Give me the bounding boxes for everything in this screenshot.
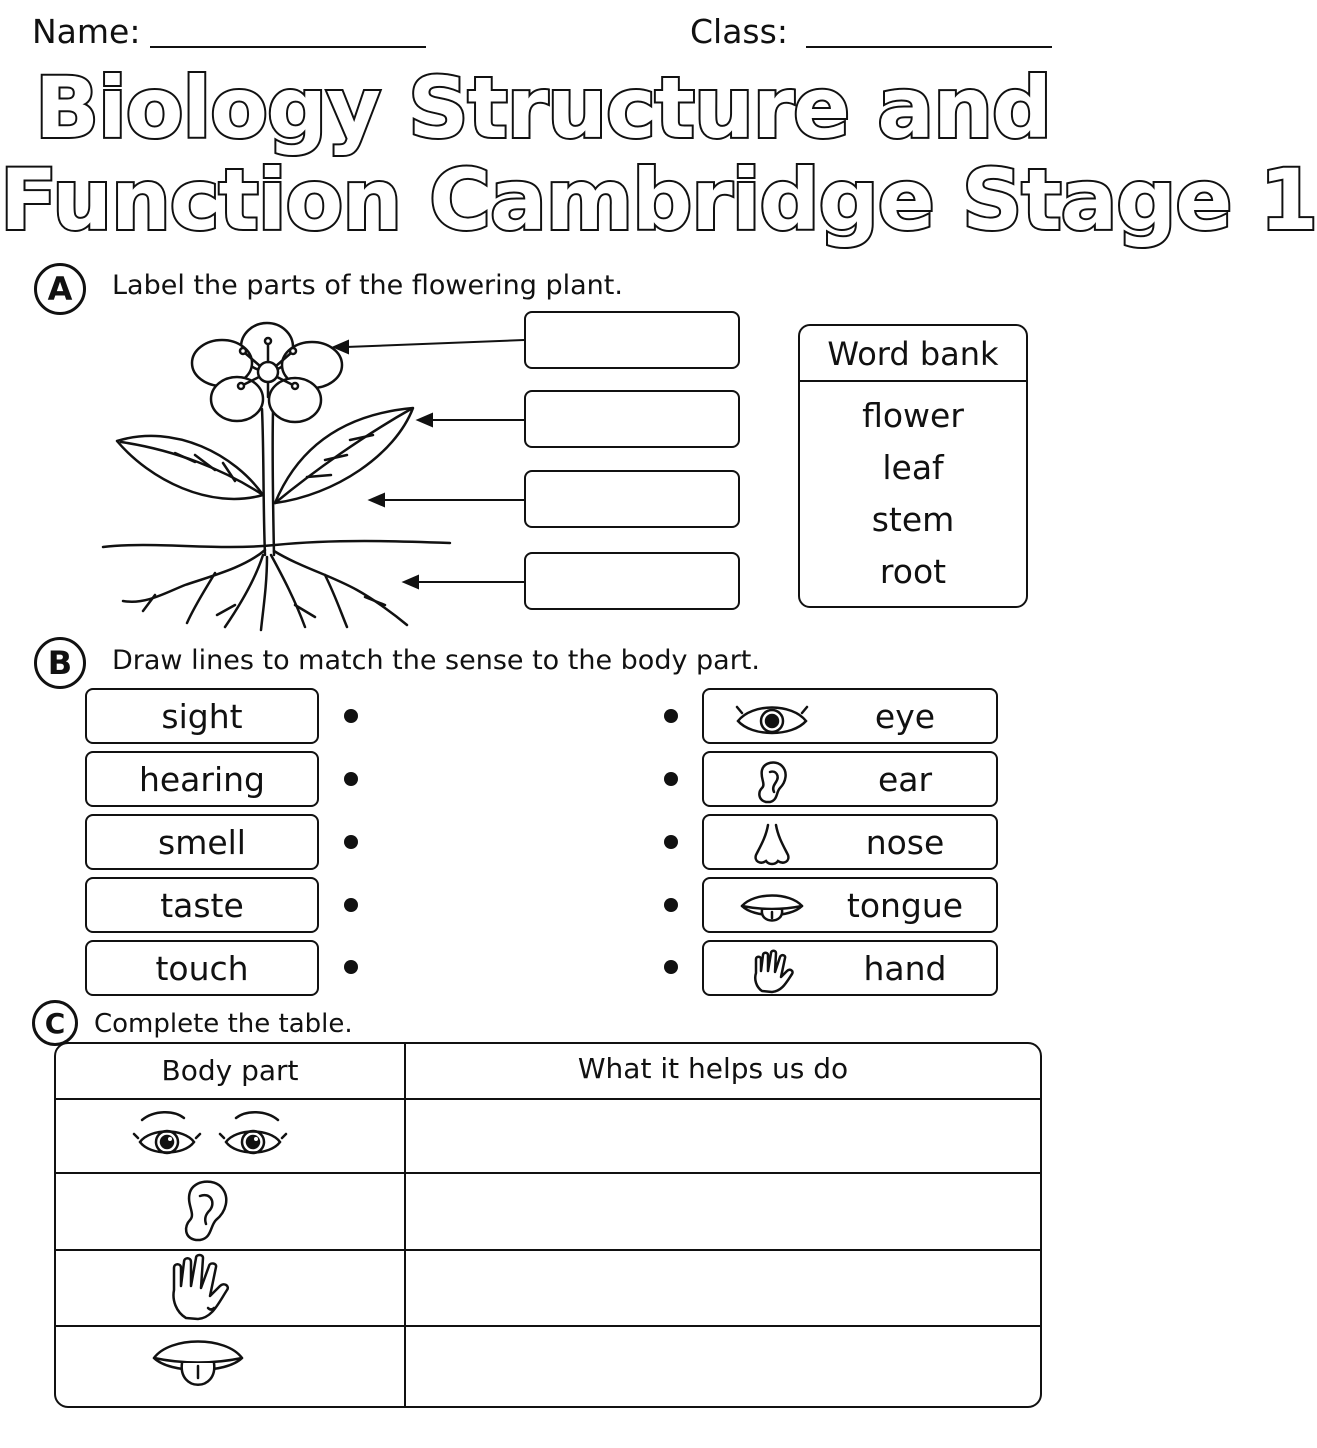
- match-dot-right[interactable]: [664, 898, 678, 912]
- word-bank-word: stem: [871, 500, 955, 539]
- label-box-flower[interactable]: [524, 311, 740, 369]
- body-part-box-tongue: [702, 877, 998, 933]
- table-header-body-part: Body part: [161, 1054, 299, 1087]
- body-part-box-eye: [702, 688, 998, 744]
- eyes-icon: [132, 1104, 292, 1168]
- answer-cell[interactable]: [406, 1174, 1042, 1249]
- sense-box-sight: sight: [85, 688, 319, 744]
- body-part-table: [54, 1042, 1042, 1408]
- body-part-box-hand: [702, 940, 998, 996]
- match-dot-right[interactable]: [664, 835, 678, 849]
- match-dot-right[interactable]: [664, 772, 678, 786]
- ear-icon: [732, 758, 812, 806]
- class-field[interactable]: [806, 46, 1052, 48]
- match-dot-left[interactable]: [344, 835, 358, 849]
- answer-cell[interactable]: [406, 1100, 1042, 1172]
- word-bank-word: flower: [862, 396, 964, 435]
- body-part-label: tongue: [846, 885, 964, 925]
- match-dot-right[interactable]: [664, 709, 678, 723]
- name-label: Name:: [32, 12, 141, 51]
- section-a-badge: A: [34, 263, 86, 315]
- section-a-instruction: Label the parts of the flowering plant.: [112, 270, 623, 301]
- match-dot-left[interactable]: [344, 709, 358, 723]
- match-dot-left[interactable]: [344, 960, 358, 974]
- body-part-label: ear: [877, 759, 933, 799]
- body-part-box-nose: [702, 814, 998, 870]
- word-bank-word: leaf: [882, 448, 944, 487]
- name-field[interactable]: [150, 46, 426, 48]
- match-dot-right[interactable]: [664, 960, 678, 974]
- section-c-badge: C: [32, 1000, 78, 1046]
- sense-box-taste: taste: [85, 877, 319, 933]
- section-b-badge: B: [34, 637, 86, 689]
- section-b-instruction: Draw lines to match the sense to the body part.: [112, 645, 760, 676]
- sense-box-touch: touch: [85, 940, 319, 996]
- label-box-root[interactable]: [524, 552, 740, 610]
- answer-cell[interactable]: [406, 1251, 1042, 1325]
- page-title-line-1: Biology Structure and: [34, 59, 1052, 157]
- nose-icon: [732, 821, 812, 869]
- section-c-instruction: Complete the table.: [94, 1009, 353, 1039]
- sense-box-smell: smell: [85, 814, 319, 870]
- match-dot-left[interactable]: [344, 772, 358, 786]
- body-part-label: hand: [863, 948, 947, 988]
- hand-icon: [156, 1252, 242, 1322]
- label-box-leaf[interactable]: [524, 390, 740, 448]
- body-part-label: eye: [874, 696, 936, 736]
- hand-icon: [732, 947, 812, 995]
- table-header-what-it-helps: What it helps us do: [577, 1052, 849, 1085]
- label-arrows: [320, 300, 540, 600]
- word-bank-word: root: [879, 552, 947, 591]
- label-box-stem[interactable]: [524, 470, 740, 528]
- word-bank-title: Word bank: [800, 326, 1026, 382]
- class-label: Class:: [690, 12, 788, 51]
- word-bank: [798, 324, 1028, 608]
- body-part-box-ear: [702, 751, 998, 807]
- body-part-label: nose: [865, 822, 945, 862]
- page-title-line-2: Function Cambridge Stage 1: [0, 151, 1317, 249]
- ear-icon: [174, 1176, 234, 1246]
- sense-box-hearing: hearing: [85, 751, 319, 807]
- tongue-icon: [732, 884, 812, 932]
- tongue-icon: [148, 1330, 248, 1398]
- answer-cell[interactable]: [406, 1327, 1042, 1407]
- match-dot-left[interactable]: [344, 898, 358, 912]
- eye-icon: [732, 695, 812, 743]
